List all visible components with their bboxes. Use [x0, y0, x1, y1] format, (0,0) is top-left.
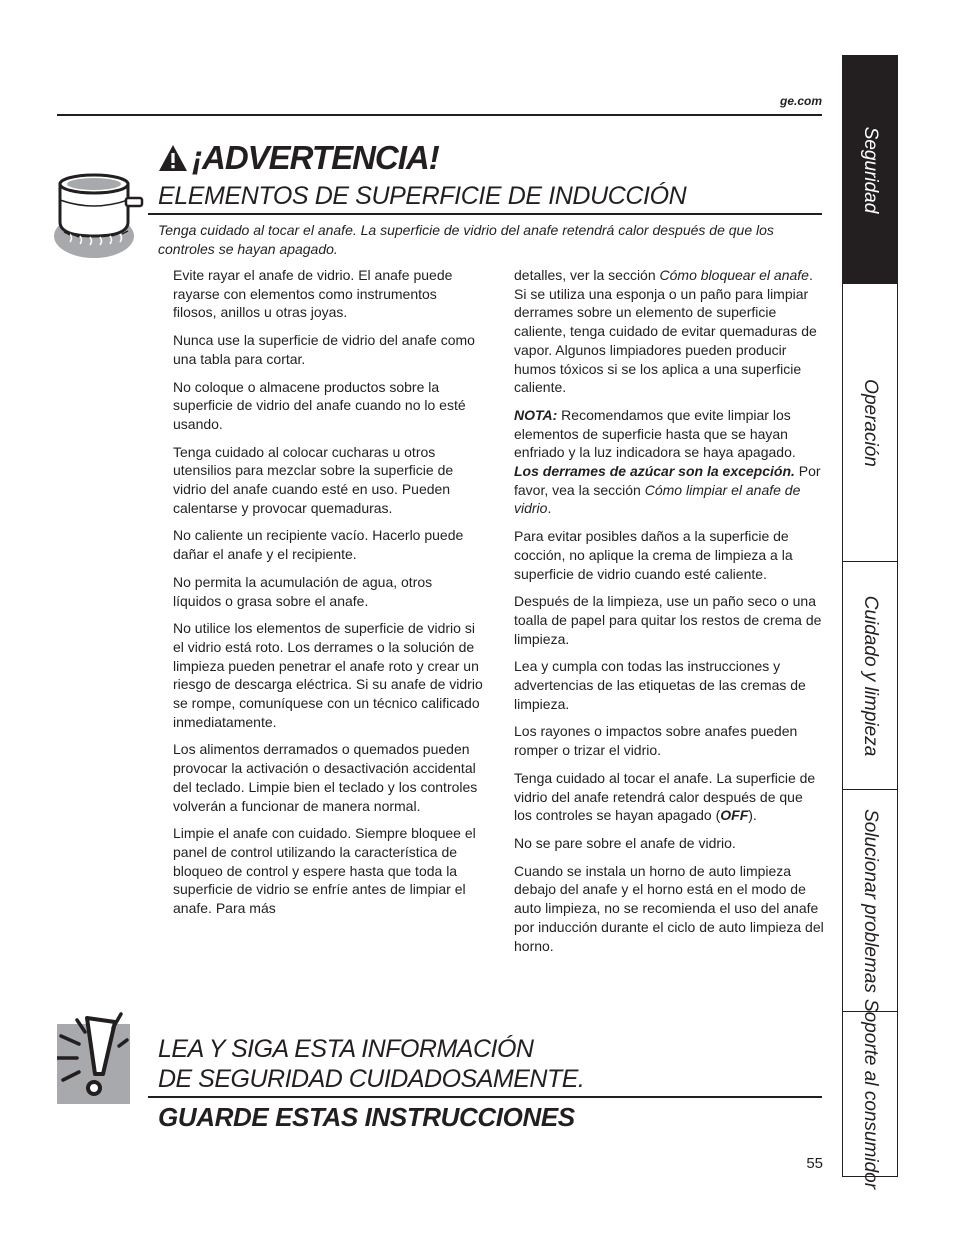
paragraph: No utilice los elementos de superficie de vidrio si el vidrio está roto. Los derrames o la solución de limpieza pueden penetrar el anafe roto y crear un riesgo de descarga eléctrica. Si su anafe de vidrio se rompe, comuníquese con un técnico calificado inmediatamente. [173, 620, 483, 730]
warning-title: ¡ADVERTENCIA! [192, 139, 439, 176]
section-reference: Cómo bloquear el anafe [659, 267, 809, 283]
paragraph: Los alimentos derramados o quemados pueden provocar la activación o desactivación accidental del teclado. Limpie bien el teclado y los controles volverán a funcionar de manera normal. [173, 741, 478, 814]
off-label: OFF [720, 807, 749, 824]
sugar-exception: Los derrames de azúcar son la excepción. [514, 463, 795, 480]
warning-heading [158, 138, 439, 178]
top-rule [57, 114, 822, 116]
paragraph: Los rayones o impactos sobre anafes pueden romper o trizar el vidrio. [514, 723, 798, 759]
paragraph: No coloque o almacene productos sobre la superficie de vidrio del anafe cuando no lo esté usando. [173, 378, 466, 432]
right-column [514, 266, 824, 964]
continuation-paragraph: detalles, ver la sección Cómo bloquear el anafe. Si se utiliza una esponja o un paño para limpiar derrames sobre un elemento de superficie caliente, tenga cuidado de evitar quemaduras de vapor. Algunos limpiadores pueden producir humos tóxicos si se los aplica a una superficie caliente. [514, 267, 817, 396]
note-label: NOTA: [514, 406, 558, 423]
warning-triangle-icon [158, 143, 188, 173]
paragraph: Lea y cumpla con todas las instrucciones y advertencias de las etiquetas de las cremas de limpieza. [514, 658, 806, 712]
save-instructions-title: GUARDE ESTAS INSTRUCCIONES [158, 1102, 575, 1132]
paragraph: Para evitar posibles daños a la superficie de cocción, no aplique la crema de limpieza a la superficie de vidrio cuando esté caliente. [514, 528, 793, 582]
tab-solucionar-problemas[interactable]: Solucionar problemas [843, 790, 897, 1012]
read-follow-title: LEA Y SIGA ESTA INFORMACIÓN DE SEGURIDAD CUIDADOSAMENTE. [158, 1035, 585, 1093]
tab-operacion[interactable]: Operación [843, 284, 897, 562]
paragraph: Evite rayar el anafe de vidrio. El anafe puede rayarse con elementos como instrumentos filosos, anillos u otras joyas. [173, 267, 453, 321]
paragraph: No caliente un recipiente vacío. Hacerlo puede dañar el anafe y el recipiente. [173, 527, 464, 563]
section-rule [148, 213, 822, 215]
page-number: 55 [806, 1155, 823, 1172]
left-column [173, 266, 483, 927]
tab-cuidado-limpieza[interactable]: Cuidado y limpieza [843, 562, 897, 790]
off-paragraph: Tenga cuidado al tocar el anafe. La superficie de vidrio del anafe retendrá calor después de que los controles se hayan apagado (OFF). [514, 769, 816, 824]
paragraph: Limpie el anafe con cuidado. Siempre bloquee el panel de control utilizando la característica de bloqueo de control y espere hasta que toda la superficie de vidrio se enfríe antes de limpiar el anafe. Para más [173, 825, 476, 917]
exclamation-icon [57, 1012, 130, 1104]
site-url: ge.com [779, 94, 822, 108]
paragraph: No se pare sobre el anafe de vidrio. [514, 834, 736, 851]
tab-soporte-consumidor[interactable]: Soporte al consumidor [860, 998, 881, 1190]
tab-seguridad[interactable]: Seguridad [843, 56, 897, 284]
section-title: ELEMENTOS DE SUPERFICIE DE INDUCCIÓN [158, 182, 687, 210]
paragraph: Cuando se instala un horno de auto limpieza debajo del anafe y el horno está en el modo de auto limpieza, no se recomienda el uso del anafe por inducción durante el ciclo de auto limpieza del horno. [514, 862, 824, 954]
hot-pot-icon [52, 170, 150, 260]
intro-text: Tenga cuidado al tocar el anafe. La superficie de vidrio del anafe retendrá calor después de que los controles se hayan apagado. [158, 222, 774, 257]
paragraph: Nunca use la superficie de vidrio del anafe como una tabla para cortar. [173, 332, 475, 367]
note-paragraph: NOTA: Recomendamos que evite limpiar los elementos de superficie hasta que se hayan enfriado y la luz indicadora se haya apagado. Los derrames de azúcar son la excepción. Por favor, vea la sección Cómo limpiar el anafe de vidrio. [514, 406, 821, 517]
paragraph: Después de la limpieza, use un paño seco o una toalla de papel para quitar los restos de crema de limpieza. [514, 593, 822, 647]
paragraph: Tenga cuidado al colocar cucharas u otros utensilios para mezclar sobre la superficie de vidrio del anafe cuando esté en uso. Pueden calentarse y provocar quemaduras. [173, 443, 454, 516]
side-tabs [842, 55, 898, 1190]
bottom-rule [148, 1096, 822, 1098]
section-reference: Cómo limpiar el anafe de vidrio [514, 481, 801, 517]
paragraph: No permita la acumulación de agua, otros líquidos o grasa sobre el anafe. [173, 573, 433, 609]
